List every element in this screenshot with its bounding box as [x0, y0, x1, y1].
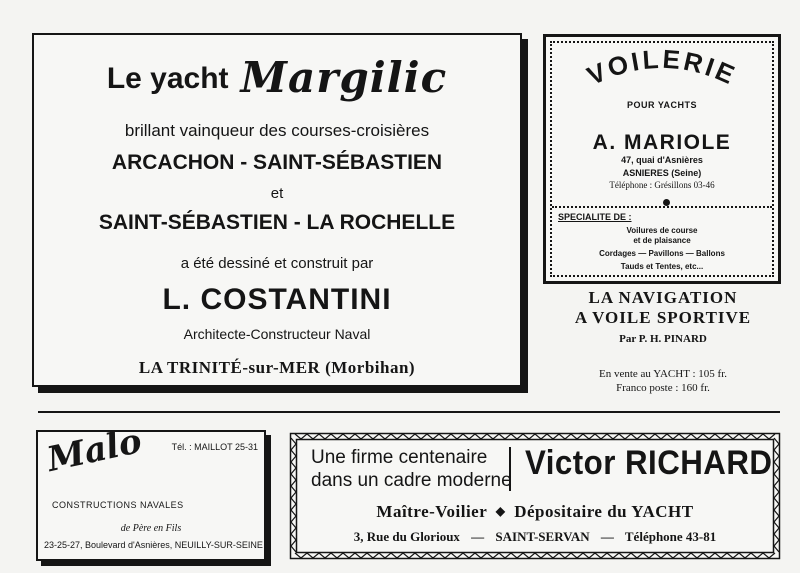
page-divider	[38, 411, 780, 413]
role-depositaire: Dépositaire du YACHT	[514, 502, 694, 521]
bullet-icon	[663, 199, 670, 206]
title-prefix: Le yacht	[106, 62, 229, 95]
route-la-rochelle: SAINT-SÉBASTIEN - LA ROCHELLE	[98, 211, 456, 234]
book-price-line1: En vente au YACHT : 105 fr.	[598, 368, 727, 380]
builder-name: L. COSTANTINI	[162, 283, 392, 316]
specialty-item: Voilures de course	[626, 226, 698, 235]
specialty-item: et de plaisance	[633, 236, 691, 245]
route-conjunction: et	[270, 185, 284, 202]
book-title-line1: LA NAVIGATION	[588, 288, 738, 307]
dash-separator: —	[471, 529, 485, 544]
designed-by-text: a été dessiné et construit par	[180, 255, 374, 272]
richard-address: 3, Rue du Glorioux	[353, 529, 460, 544]
richard-phone: Téléphone 43-81	[624, 529, 717, 544]
malo-tagline: CONSTRUCTIONS NAVALES	[52, 500, 184, 510]
voilerie-subtitle: POUR YACHTS	[626, 100, 698, 110]
diamond-icon: ◆	[495, 504, 506, 518]
builder-location: LA TRINITÉ-sur-MER (Morbihan)	[138, 358, 416, 377]
specialty-item: Tauds et Tentes, etc...	[620, 262, 704, 271]
voilerie-address: 47, quai d'Asnières	[621, 155, 703, 165]
dash-separator: —	[600, 529, 614, 544]
route-arcachon: ARCACHON - SAINT-SÉBASTIEN	[111, 151, 443, 174]
malo-address: 23-25-27, Boulevard d'Asnières, NEUILLY-SUR-SEINE	[44, 540, 263, 550]
malo-advertisement	[36, 421, 266, 561]
tagline-line1: Une firme centenaire	[311, 447, 488, 468]
richard-city: SAINT-SERVAN	[495, 529, 590, 544]
margilic-subtitle: brillant vainqueur des courses-croisières	[124, 121, 430, 140]
richard-roles	[289, 502, 781, 522]
richard-contact	[289, 529, 781, 545]
tagline-line2: dans un cadre moderne	[311, 470, 512, 491]
tagline-separator	[509, 447, 511, 491]
richard-advertisement	[289, 432, 781, 560]
builder-role: Architecte-Constructeur Naval	[183, 326, 371, 342]
book-author: Par P. H. PINARD	[619, 333, 707, 345]
margilic-advertisement	[32, 33, 522, 387]
book-price-line2: Franco poste : 160 fr.	[616, 382, 710, 394]
svg-text:VOILERIE	[582, 44, 741, 91]
malo-family: de Père en Fils	[120, 523, 182, 534]
role-maitre-voilier: Maître-Voilier	[376, 502, 487, 521]
richard-name: Victor RICHARD	[525, 444, 773, 482]
voilerie-title: VOILERIE	[582, 43, 742, 92]
voilerie-divider	[552, 206, 772, 208]
specialty-item: Cordages — Pavillons — Ballons	[599, 249, 725, 258]
yacht-name: Margilic	[240, 53, 448, 102]
voilerie-advertisement	[543, 34, 781, 284]
richard-tagline	[311, 446, 512, 492]
voilerie-proprietor: A. MARIOLE	[592, 131, 732, 154]
malo-logo: Malo	[43, 421, 146, 480]
voilerie-city: ASNIERES (Seine)	[622, 168, 702, 178]
voilerie-phone: Téléphone : Grésillons 03-46	[609, 180, 715, 190]
book-title-line2: A VOILE SPORTIVE	[574, 308, 752, 327]
specialty-label: SPECIALITE DE :	[558, 212, 632, 222]
margilic-title	[34, 53, 520, 102]
voilerie-dotted-frame	[550, 41, 774, 277]
malo-phone: Tél. : MAILLOT 25-31	[171, 442, 258, 452]
